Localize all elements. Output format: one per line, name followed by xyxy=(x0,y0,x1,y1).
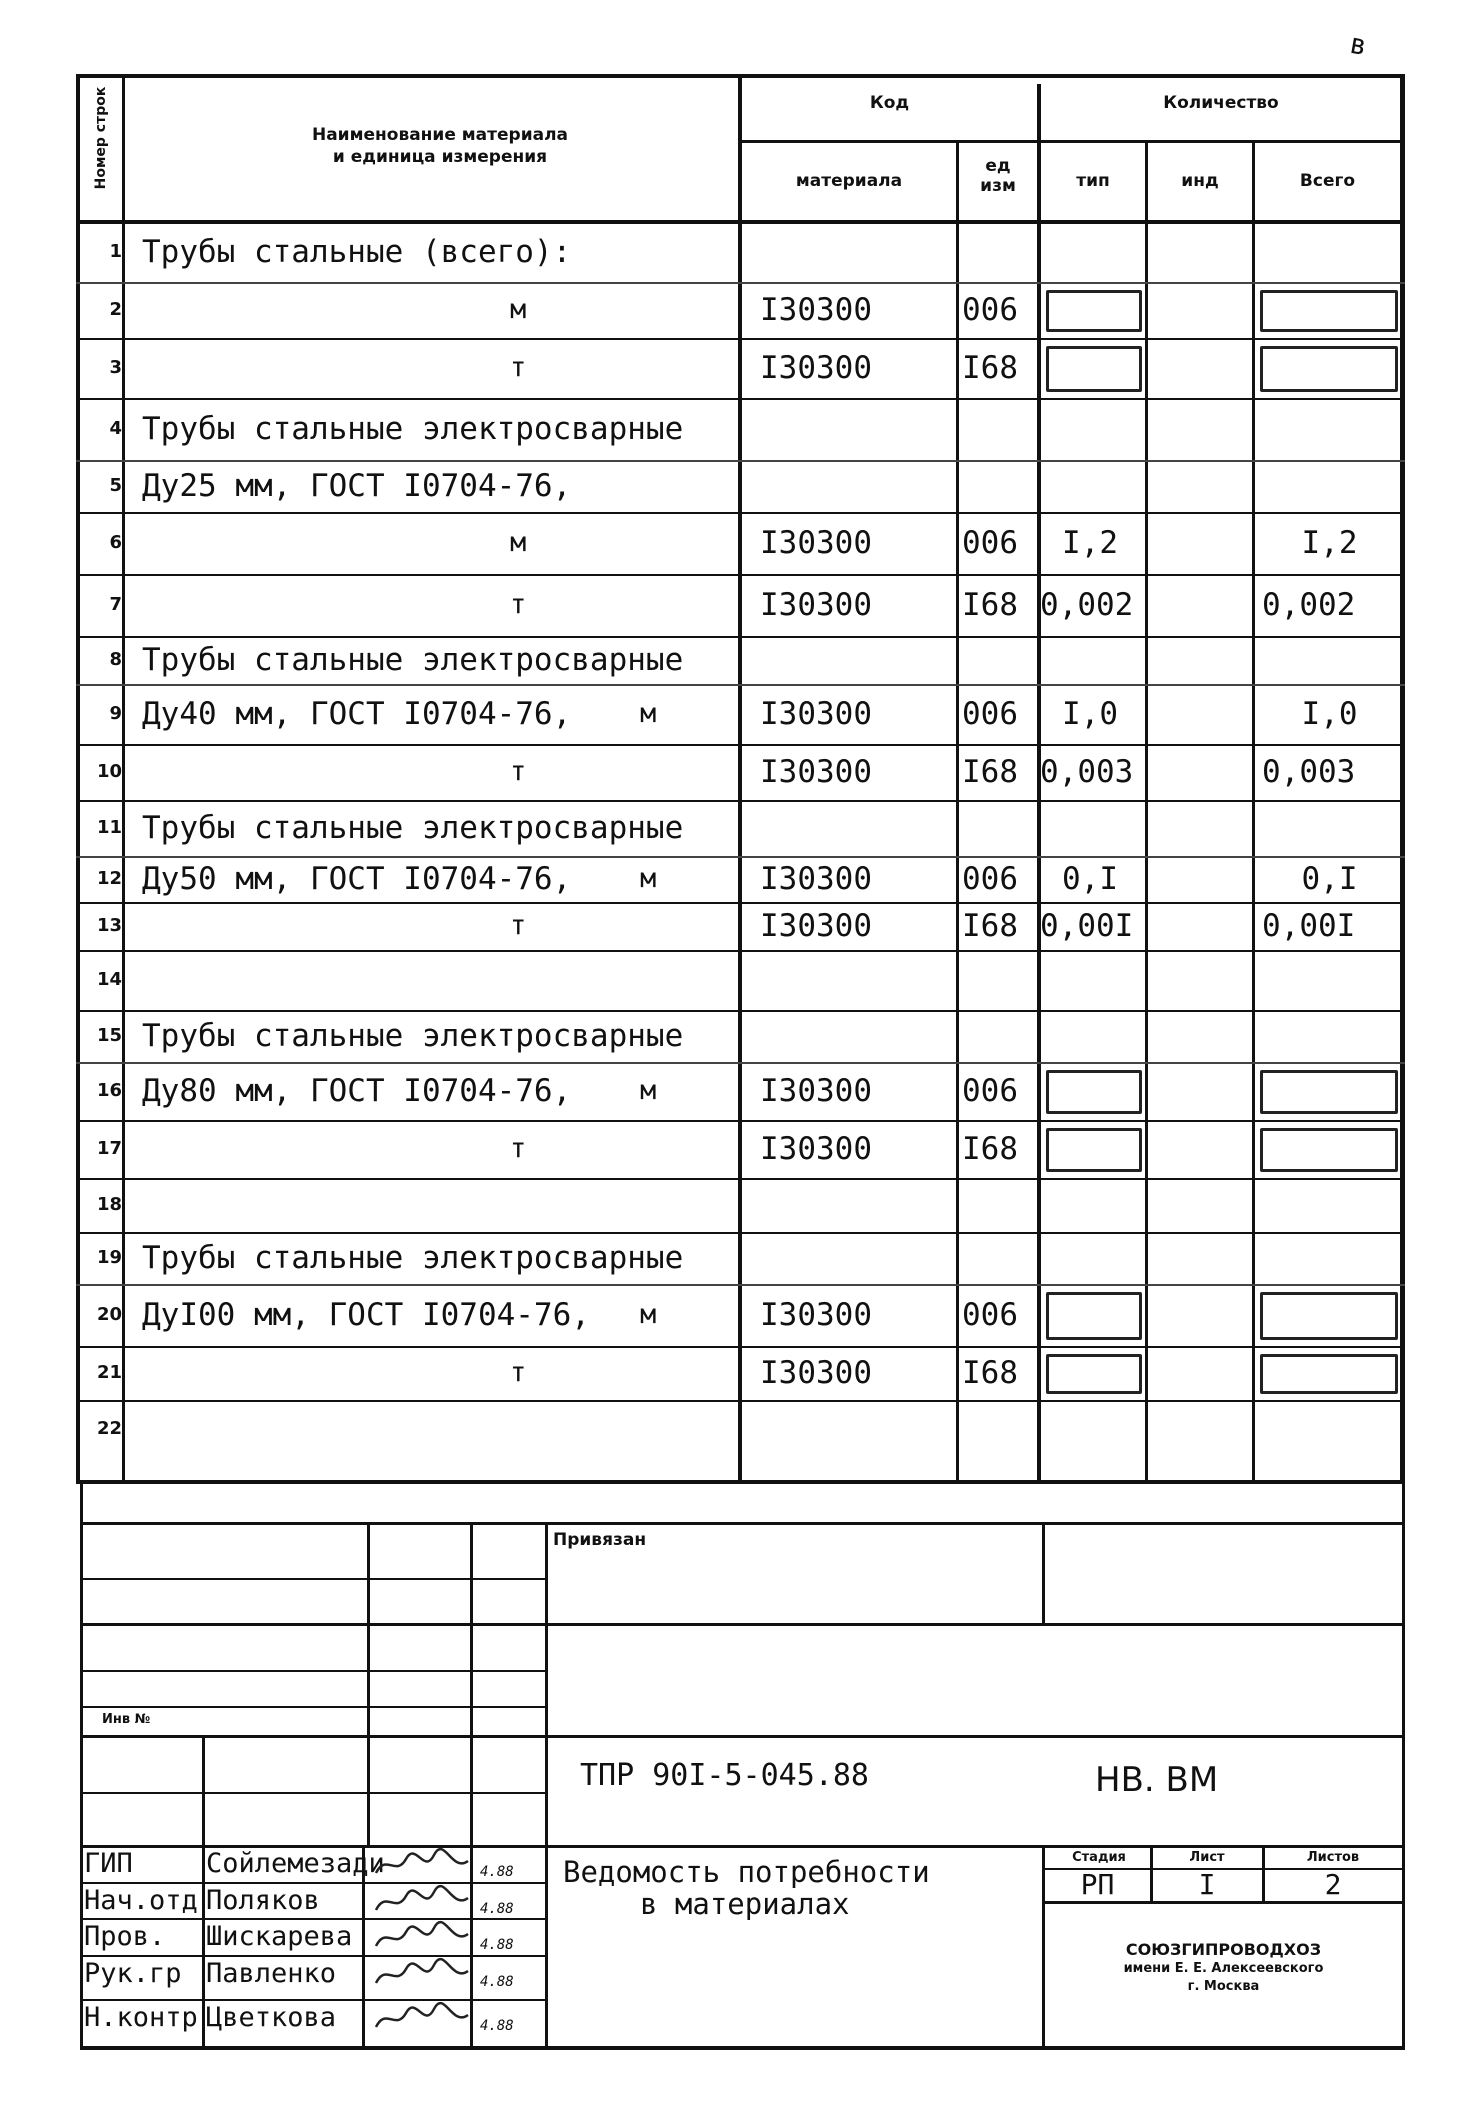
signature-role: Н.контр xyxy=(84,2002,198,2033)
total-input-box xyxy=(1260,1292,1398,1340)
row-separator xyxy=(76,856,1405,858)
qty-total: 0,00I xyxy=(1262,908,1356,944)
handwritten-signature xyxy=(372,2001,472,2037)
row-number: 11 xyxy=(96,817,122,838)
typ-input-box xyxy=(1046,346,1142,392)
row-number: 2 xyxy=(109,299,122,320)
material-name: Трубы стальные электросварные xyxy=(142,642,684,678)
row-separator xyxy=(76,744,1405,746)
row-separator xyxy=(76,1346,1405,1348)
sheets-value: 2 xyxy=(1324,1868,1342,1901)
header-qty-typ: тип xyxy=(1076,171,1110,191)
row-number: 20 xyxy=(96,1304,122,1325)
tb-h4 xyxy=(80,1706,547,1708)
header-qty-total: Всего xyxy=(1299,171,1356,191)
row-number: 10 xyxy=(96,761,122,782)
signature-date: 4.88 xyxy=(480,1901,514,1917)
material-code: I30300 xyxy=(760,754,872,790)
qty-total: 0,003 xyxy=(1262,754,1356,790)
row-separator xyxy=(76,398,1405,400)
material-code: I30300 xyxy=(760,1131,872,1167)
row-separator xyxy=(76,1232,1405,1234)
row-separator xyxy=(76,1178,1405,1180)
typ-input-box xyxy=(1046,1292,1142,1340)
row-number: 17 xyxy=(96,1138,122,1159)
tb-h1 xyxy=(80,1578,547,1580)
header-row-num: Номер строк xyxy=(93,86,109,190)
corner-mark: в xyxy=(1347,26,1370,63)
row-number: 13 xyxy=(96,915,122,936)
org-line3: г. Москва xyxy=(1187,1979,1260,1994)
unit-code: 006 xyxy=(962,292,1018,328)
row-separator xyxy=(76,1400,1405,1402)
col-line-code xyxy=(956,142,959,1484)
row-number: 3 xyxy=(109,357,122,378)
tb-right-border xyxy=(1402,1484,1405,2050)
row-separator xyxy=(76,282,1405,284)
header-code-material: материала xyxy=(795,171,903,191)
material-code: I30300 xyxy=(760,350,872,386)
qty-typ: 0,003 xyxy=(1040,754,1134,790)
table-right-border xyxy=(1400,74,1405,1484)
qty-total: 0,I xyxy=(1301,861,1358,897)
col-line-ind xyxy=(1252,142,1255,1484)
signature-date: 4.88 xyxy=(480,1974,514,1990)
header-mid-border xyxy=(738,140,1404,143)
row-separator xyxy=(76,1120,1405,1122)
tb-h9 xyxy=(80,1918,547,1920)
material-code: I30300 xyxy=(760,1073,872,1109)
typ-input-box xyxy=(1046,1070,1142,1114)
doc-title-line2: в материалах xyxy=(640,1887,850,1921)
material-code: I30300 xyxy=(760,1355,872,1391)
row-number: 12 xyxy=(96,868,122,889)
signature-date: 4.88 xyxy=(480,2018,514,2034)
tb-vline-a xyxy=(367,1522,370,1847)
row-separator xyxy=(76,1284,1405,1286)
signature-role: Рук.гр xyxy=(84,1958,182,1989)
handwritten-signature xyxy=(372,1957,472,1993)
row-separator xyxy=(76,460,1405,462)
qty-typ: 0,I xyxy=(1062,861,1118,897)
tb-left-border xyxy=(80,1484,83,2050)
unit-code: 006 xyxy=(962,861,1018,897)
row-number: 16 xyxy=(96,1080,122,1101)
unit-of-measure: м xyxy=(640,863,657,894)
row-number: 15 xyxy=(96,1025,122,1046)
handwritten-signature xyxy=(372,1847,472,1883)
qty-typ: 0,00I xyxy=(1040,908,1134,944)
row-number: 21 xyxy=(96,1362,122,1383)
signature-role: Нач.отд xyxy=(84,1885,198,1916)
material-code: I30300 xyxy=(760,908,872,944)
material-name: Трубы стальные электросварные xyxy=(142,810,684,846)
tb-h3 xyxy=(80,1670,547,1672)
qty-total: I,2 xyxy=(1301,525,1358,561)
row-number: 1 xyxy=(109,241,122,262)
col-line-typ xyxy=(1145,142,1148,1484)
total-input-box xyxy=(1260,1128,1398,1172)
tb-h11 xyxy=(80,1999,547,2001)
row-number: 9 xyxy=(109,703,122,724)
qty-typ: I,2 xyxy=(1062,525,1118,561)
table-bottom-border xyxy=(76,1480,1405,1484)
header-qty-ind: инд xyxy=(1181,171,1219,191)
row-number: 22 xyxy=(96,1418,122,1439)
row-number: 5 xyxy=(109,475,122,496)
sheet-value: I xyxy=(1198,1868,1216,1901)
unit-of-measure: м xyxy=(640,698,657,729)
material-code: I30300 xyxy=(760,525,872,561)
signature-name: Сойлемезади xyxy=(206,1848,385,1879)
qty-total: I,0 xyxy=(1301,696,1358,732)
row-number: 6 xyxy=(109,532,122,553)
unit-of-measure: м xyxy=(640,1299,657,1330)
total-input-box xyxy=(1260,1354,1398,1394)
header-material-name: Наименование материала и единица измерения xyxy=(311,125,569,167)
bound-label: Привязан xyxy=(553,1530,647,1550)
col-line-name xyxy=(738,74,742,1484)
unit-code: I68 xyxy=(962,1355,1018,1391)
handwritten-signature xyxy=(372,1884,472,1920)
typ-input-box xyxy=(1046,290,1142,332)
row-number: 14 xyxy=(96,969,122,990)
tb-h5 xyxy=(80,1735,1405,1738)
unit-of-measure: т xyxy=(510,1133,527,1164)
header-code: Код xyxy=(869,93,910,113)
tb-h-stage-bottom xyxy=(1042,1901,1405,1904)
row-number: 7 xyxy=(109,594,122,615)
unit-code: I68 xyxy=(962,350,1018,386)
doc-mark: НВ. ВМ xyxy=(1095,1760,1219,1800)
material-name: Трубы стальные электросварные xyxy=(142,411,684,447)
unit-code: I68 xyxy=(962,754,1018,790)
tb-vline-f xyxy=(1042,1522,1045,1624)
material-name: Трубы стальные электросварные xyxy=(142,1240,684,1276)
unit-code: 006 xyxy=(962,1297,1018,1333)
row-number: 8 xyxy=(109,649,122,670)
unit-of-measure: м xyxy=(640,1075,657,1106)
stage-label: Стадия xyxy=(1072,1850,1126,1865)
row-separator xyxy=(76,574,1405,576)
unit-of-measure: т xyxy=(510,910,527,941)
signature-name: Шискарева xyxy=(206,1921,353,1952)
signature-name: Цветкова xyxy=(206,2002,337,2033)
header-quantity: Количество xyxy=(1163,93,1279,113)
material-code: I30300 xyxy=(760,587,872,623)
material-name: Ду80 мм, ГОСТ I0704-76, xyxy=(142,1073,572,1109)
unit-code: I68 xyxy=(962,587,1018,623)
tb-h6 xyxy=(80,1792,547,1794)
row-separator xyxy=(76,902,1405,904)
sheets-label: Листов xyxy=(1306,1850,1360,1865)
header-code-unit: ед изм xyxy=(980,156,1016,196)
sheet-label: Лист xyxy=(1189,1850,1225,1865)
signature-date: 4.88 xyxy=(480,1864,514,1880)
qty-typ: 0,002 xyxy=(1040,587,1134,623)
unit-of-measure: т xyxy=(510,756,527,787)
material-name: Трубы стальные (всего): xyxy=(142,234,572,270)
unit-of-measure: т xyxy=(510,352,527,383)
row-separator xyxy=(76,636,1405,638)
signature-role: ГИП xyxy=(84,1848,133,1879)
total-input-box xyxy=(1260,290,1398,332)
signature-name: Поляков xyxy=(206,1885,320,1916)
row-number: 4 xyxy=(109,418,122,439)
doc-title-line1: Ведомость потребности xyxy=(563,1855,930,1889)
material-name: Ду25 мм, ГОСТ I0704-76, xyxy=(142,468,572,504)
unit-code: I68 xyxy=(962,908,1018,944)
row-separator xyxy=(76,512,1405,514)
row-separator xyxy=(76,338,1405,340)
row-separator xyxy=(76,684,1405,686)
typ-input-box xyxy=(1046,1354,1142,1394)
material-name: ДуI00 мм, ГОСТ I0704-76, xyxy=(142,1297,590,1333)
material-name: Ду50 мм, ГОСТ I0704-76, xyxy=(142,861,572,897)
tb-vline-d xyxy=(202,1735,205,2050)
unit-code: 006 xyxy=(962,1073,1018,1109)
unit-of-measure: м xyxy=(510,527,527,558)
material-code: I30300 xyxy=(760,861,872,897)
stage-value: РП xyxy=(1080,1868,1115,1901)
tb-line-1 xyxy=(80,1522,1405,1525)
signature-role: Пров. xyxy=(84,1921,166,1952)
inv-label: Инв № xyxy=(102,1712,151,1727)
row-number: 18 xyxy=(96,1194,122,1215)
tb-bottom-border xyxy=(80,2046,1405,2050)
qty-total: 0,002 xyxy=(1262,587,1356,623)
col-line-num xyxy=(122,74,125,1484)
material-name: Трубы стальные электросварные xyxy=(142,1018,684,1054)
material-code: I30300 xyxy=(760,696,872,732)
row-number: 19 xyxy=(96,1247,122,1268)
tb-h8 xyxy=(80,1882,547,1884)
unit-of-measure: т xyxy=(510,589,527,620)
doc-code: ТПР 90I-5-045.88 xyxy=(580,1758,869,1793)
tb-vline-c xyxy=(545,1522,548,2050)
row-separator xyxy=(76,950,1405,952)
typ-input-box xyxy=(1046,1128,1142,1172)
total-input-box xyxy=(1260,1070,1398,1114)
row-separator xyxy=(76,1062,1405,1064)
unit-code: 006 xyxy=(962,696,1018,732)
tb-h2 xyxy=(80,1623,1405,1626)
row-separator xyxy=(76,1010,1405,1012)
qty-typ: I,0 xyxy=(1062,696,1118,732)
org-line2: имени Е. Е. Алексеевского xyxy=(1123,1961,1324,1976)
row-separator xyxy=(76,800,1405,802)
org-line1: СОЮЗГИПРОВОДХОЗ xyxy=(1125,1940,1322,1959)
unit-code: I68 xyxy=(962,1131,1018,1167)
total-input-box xyxy=(1260,346,1398,392)
unit-of-measure: т xyxy=(510,1357,527,1388)
signature-date: 4.88 xyxy=(480,1937,514,1953)
handwritten-signature xyxy=(372,1920,472,1956)
tb-h10 xyxy=(80,1955,547,1957)
unit-code: 006 xyxy=(962,525,1018,561)
signature-name: Павленко xyxy=(206,1958,337,1989)
material-code: I30300 xyxy=(760,1297,872,1333)
unit-of-measure: м xyxy=(510,294,527,325)
material-code: I30300 xyxy=(760,292,872,328)
material-name: Ду40 мм, ГОСТ I0704-76, xyxy=(142,696,572,732)
